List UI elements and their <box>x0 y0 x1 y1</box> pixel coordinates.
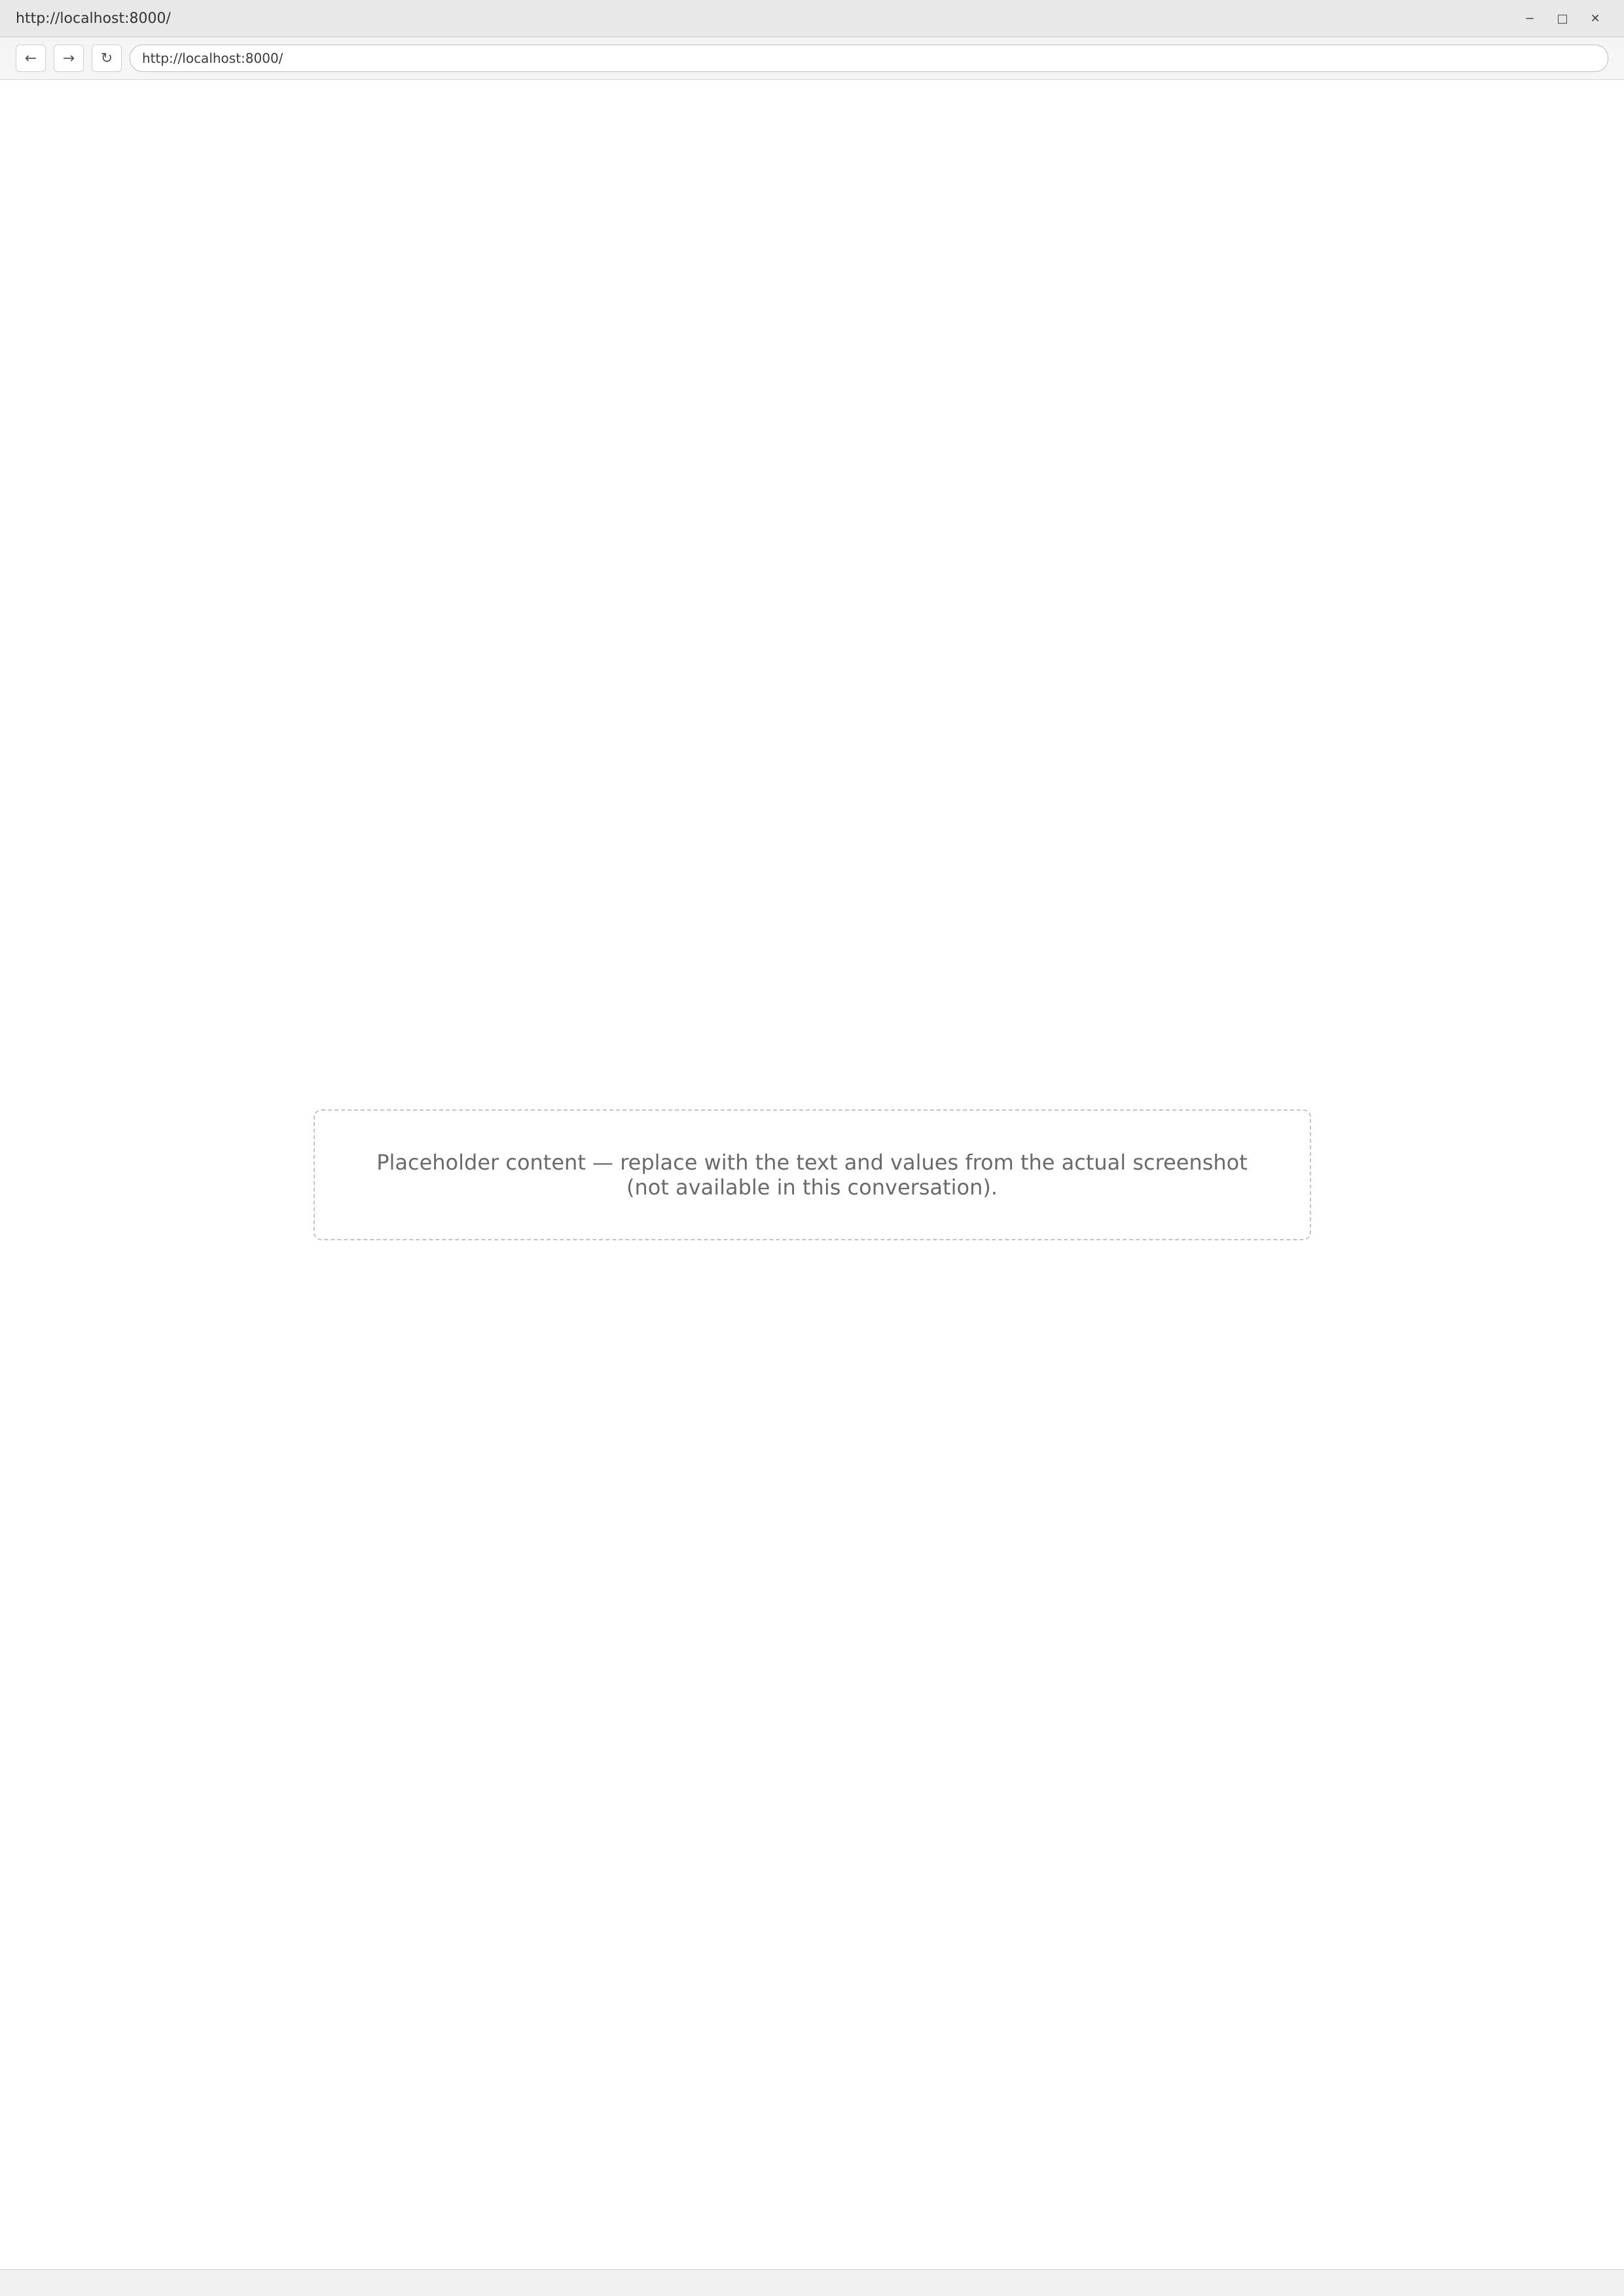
maximize-icon[interactable]: □ <box>1557 11 1568 26</box>
page-content <box>0 80 1624 2269</box>
status-bar <box>0 2269 1624 2296</box>
close-icon[interactable]: ✕ <box>1590 11 1600 26</box>
nav-toolbar <box>0 37 1624 80</box>
forward-button[interactable]: → <box>54 45 84 72</box>
back-button[interactable]: ← <box>16 45 46 72</box>
window-title: http://localhost:8000/ <box>16 10 171 27</box>
reload-button[interactable]: ↻ <box>92 45 122 72</box>
window-controls <box>1517 8 1608 29</box>
placeholder-message: Placeholder content — replace with the text and values from the actual screenshot (not available in this conversation). <box>314 1109 1311 1240</box>
minimize-icon[interactable]: − <box>1525 11 1535 26</box>
address-bar[interactable]: http://localhost:8000/ <box>130 45 1608 72</box>
title-bar <box>0 0 1624 37</box>
